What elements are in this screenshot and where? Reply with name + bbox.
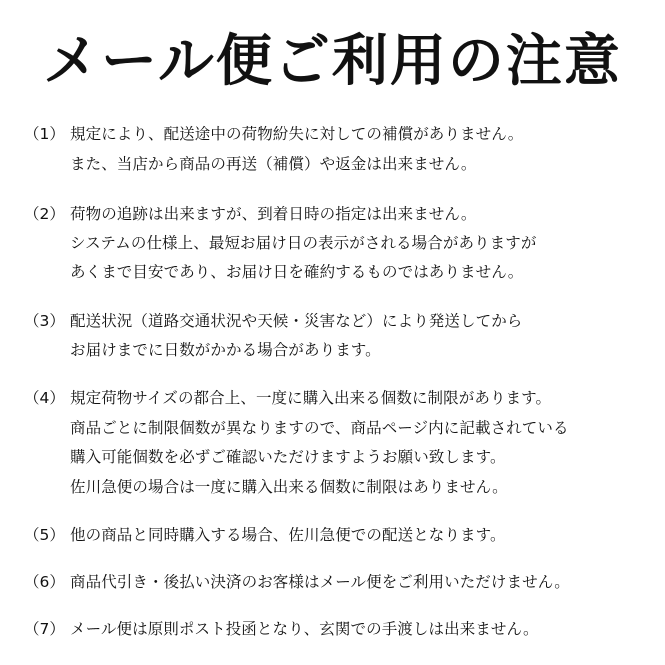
page-title: メール便ご利用の注意: [43, 29, 622, 94]
notice-text-line: 規定荷物サイズの都合上、一度に購入出来る個数に制限があります。: [70, 389, 552, 407]
notice-text-line: 配送状況（道路交通状況や天候・災害など）により発送してから: [70, 312, 523, 330]
notice-number: （3）: [24, 312, 65, 330]
notice-text-line: システムの仕様上、最短お届け日の表示がされる場合がありますが: [70, 234, 537, 252]
notice-number: （1）: [24, 125, 65, 143]
notice-text-line: 商品ごとに制限個数が異なりますので、商品ページ内に記載されている: [70, 419, 569, 437]
notice-number: （7）: [24, 620, 65, 638]
notice-number: （4）: [24, 389, 65, 407]
notice-text-line: あくまで目安であり、お届け日を確約するものではありません。: [70, 263, 524, 281]
notice-number: （2）: [24, 205, 65, 223]
notice-text-line: 規定により、配送途中の荷物紛失に対しての補償がありません。: [70, 125, 524, 143]
notice-text-line: また、当店から商品の再送（補償）や返金は出来ません。: [70, 155, 477, 173]
notice-text-line: お届けまでに日数がかかる場合があります。: [70, 341, 381, 359]
notice-text-line: 購入可能個数を必ずご確認いただけますようお願い致します。: [70, 448, 506, 466]
notice-text-line: メール便は原則ポスト投函となり、玄関での手渡しは出来ません。: [70, 620, 539, 638]
notice-text-line: 他の商品と同時購入する場合、佐川急便での配送となります。: [70, 526, 506, 544]
notice-text-line: 佐川急便の場合は一度に購入出来る個数に制限はありません。: [70, 478, 508, 496]
notice-number: （6）: [24, 573, 65, 591]
notice-text-line: 荷物の追跡は出来ますが、到着日時の指定は出来ません。: [70, 205, 477, 223]
notice-text-line: 商品代引き・後払い決済のお客様はメール便をご利用いただけません。: [70, 573, 570, 591]
notice-number: （5）: [24, 526, 65, 544]
